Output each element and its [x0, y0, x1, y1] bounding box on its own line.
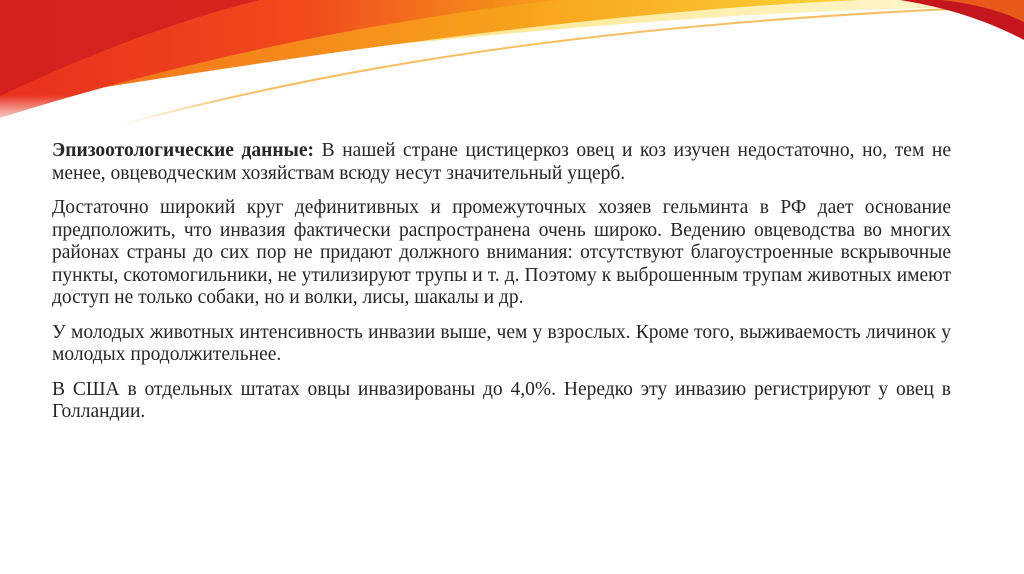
- header-swoosh-decoration: [0, 0, 1024, 125]
- paragraph-text: В нашей стране цистицеркоз овец и коз изучен недостаточно, но, тем не менее, овцеводческим хозяйствам всюду несут значительный ущерб.: [52, 140, 951, 184]
- paragraph-epizootology: [52, 140, 951, 185]
- paragraph-text: Достаточно широкий круг дефинитивных и промежуточных хозяев гельминта в РФ дает основание предположить, что инвазия фактически распространена очень широко. Ведению овцеводства во многих районах страны до сих пор не придают должного внимания: отсутствуют благоустроенные вскрывочные пункты, скотомогильники, не утилизируют трупы и т. д. Поэтому к выброшенным трупам животных имеют доступ не только собаки, но и волки, лисы, шакалы и др.: [52, 197, 951, 308]
- paragraph-lead: Эпизоотологические данные:: [52, 140, 314, 161]
- paragraph-hosts: [52, 197, 951, 310]
- slide-body: [52, 140, 951, 436]
- paragraph-young-animals: [52, 322, 951, 367]
- paragraph-usa: [52, 379, 951, 424]
- paragraph-text: У молодых животных интенсивность инвазии выше, чем у взрослых. Кроме того, выживаемость личинок у молодых продолжительнее.: [52, 321, 951, 365]
- paragraph-text: В США в отдельных штатах овцы инвазированы до 4,0%. Нередко эту инвазию регистрируют у овец в Голландии.: [52, 378, 951, 422]
